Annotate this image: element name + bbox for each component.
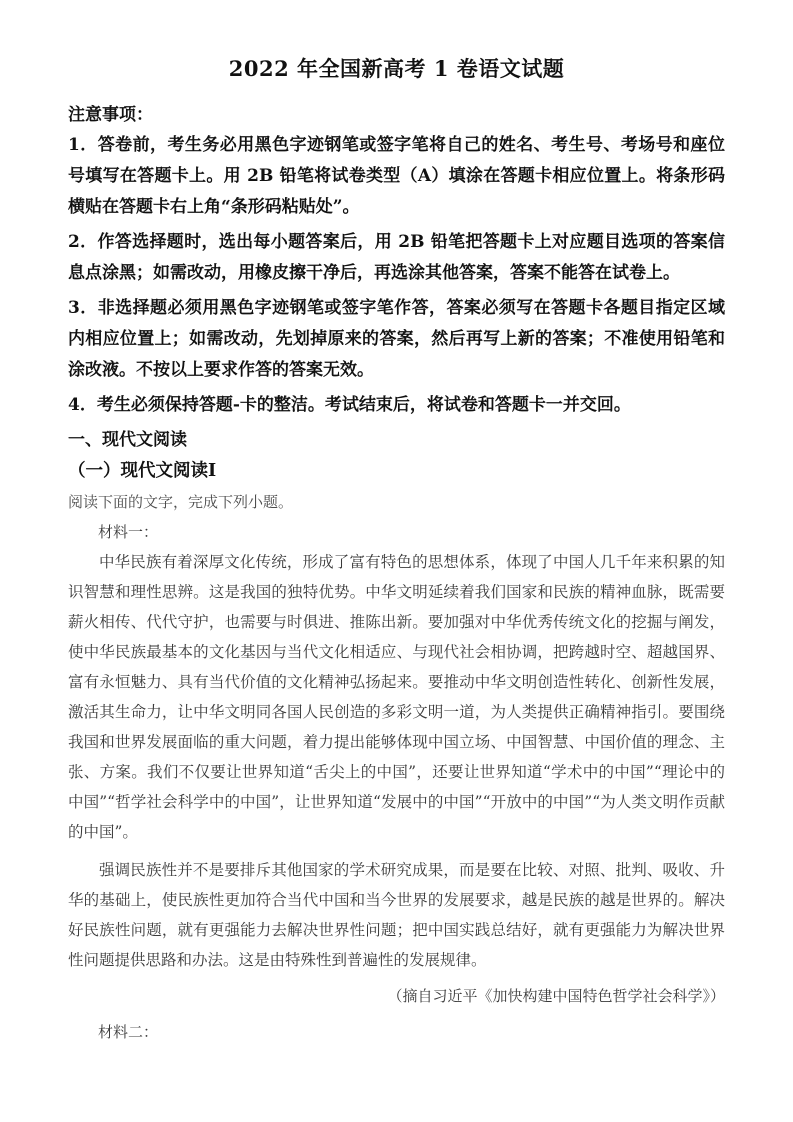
modern-reading-section — [68, 425, 725, 517]
notice-item-1: 1．答卷前，考生务必用黑色字迹钢笔或签字笔将自己的姓名、考生号、考场号和座位号填写在答题卡上。用 2B 铅笔将试卷类型（A）填涂在答题卡相应位置上。将条形码横贴在答题卡右上角“条形码粘贴处”。 — [68, 135, 725, 217]
material-one-attribution: （摘自习近平《加快构建中国特色哲学社会科学》） — [387, 987, 725, 1005]
reading-instruction: 阅读下面的文字，完成下列小题。 — [68, 493, 294, 511]
section-heading-modern-reading: 一、现代文阅读 — [68, 430, 187, 450]
notice-section — [68, 100, 725, 421]
notice-item-2: 2．作答选择题时，选出每小题答案后，用 2B 铅笔把答题卡上对应题目选项的答案信息点涂黑；如需改动，用橡皮擦干净后，再选涂其他答案，答案不能答在试卷上。 — [68, 232, 725, 283]
material-two-section — [68, 1017, 725, 1047]
material-one-label: 材料一： — [98, 523, 159, 541]
material-two-label: 材料二： — [98, 1023, 159, 1041]
notice-item-4: 4．考生必须保持答题-卡的整洁。考试结束后，将试卷和答题卡一并交回。 — [68, 395, 631, 415]
page-title: 2022 年全国新高考 1 卷语文试题 — [228, 56, 565, 81]
material-one-paragraph-2: 强调民族性并不是要排斥其他国家的学术研究成果，而是要在比较、对照、批判、吸收、升华的基础上，使民族性更加符合当代中国和当今世界的发展要求，越是民族的越是世界的。解决好民族性问题，就有更强能力去解决世界性问题；把中国实践总结好，就有更强能力为解决世界性问题提供思路和办法。这是由特殊性到普遍性的发展规律。 — [68, 861, 725, 969]
subsection-heading-modern-reading-1: （一）现代文阅读Ⅰ — [68, 461, 217, 481]
material-one-paragraph-1: 中华民族有着深厚文化传统，形成了富有特色的思想体系，体现了中国人几千年来积累的知识智慧和理性思辨。这是我国的独特优势。中华文明延续着我们国家和民族的精神血脉，既需要薪火相传、代代守护，也需要与时俱进、推陈出新。要加强对中华优秀传统文化的挖掘与阐发，使中华民族最基本的文化基因与当代文化相适应、与现代社会相协调，把跨越时空、超越国界、富有永恒魅力、具有当代价值的文化精神弘扬起来。要推动中华文明创造性转化、创新性发展，激活其生命力，让中华文明同各国人民创造的多彩文明一道，为人类提供正确精神指引。要围绕我国和世界发展面临的重大问题，着力提出能够体现中国立场、中国智慧、中国价值的理念、主张、方案。我们不仅要让世界知道“舌尖上的中国”，还要让世界知道“学术中的中国”“理论中的中国”“哲学社会科学中的中国”，让世界知道“发展中的中国”“开放中的中国”“为人类文明作贡献的中国”。 — [68, 553, 725, 841]
notice-heading: 注意事项： — [68, 105, 153, 125]
material-one-section — [68, 517, 725, 1011]
notice-item-3: 3．非选择题必须用黑色字迹钢笔或签字笔作答，答案必须写在答题卡各题目指定区域内相应位置上；如需改动，先划掉原来的答案，然后再写上新的答案；不准使用铅笔和涂改液。不按以上要求作答的答案无效。 — [68, 298, 725, 380]
